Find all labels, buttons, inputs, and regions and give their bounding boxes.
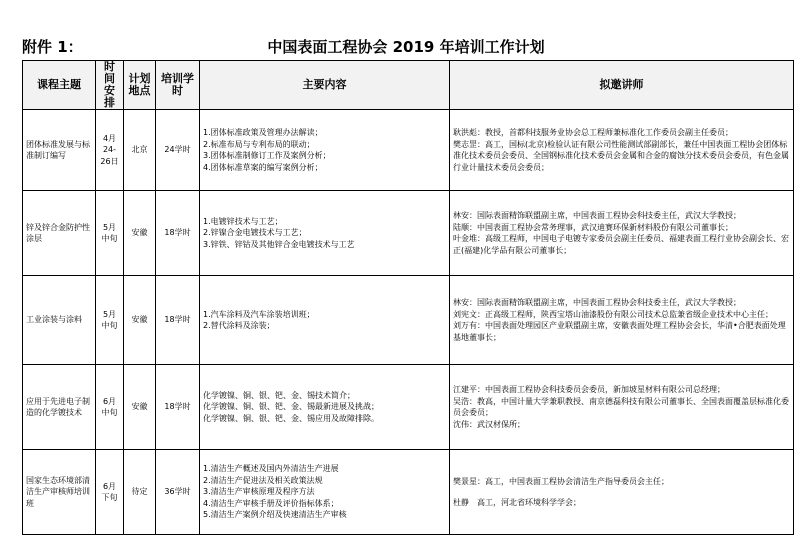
lecturers-cell bbox=[450, 276, 794, 365]
page-title: 中国表面工程协会 2019 年培训工作计划 bbox=[267, 38, 545, 56]
header-time: 时间安排 bbox=[96, 61, 124, 110]
header-lecturers: 拟邀讲师 bbox=[450, 61, 794, 110]
content-line: 3.锌铁、锌钴及其他锌合金电镀技术与工艺 bbox=[203, 239, 355, 249]
hours-cell: 24学时 bbox=[156, 110, 200, 191]
content-line: 2.清洁生产促进法及相关政策法规 bbox=[203, 475, 323, 485]
hours-cell: 18学时 bbox=[156, 365, 200, 450]
lecturer-entry: 沈伟：武汉材保所； bbox=[453, 419, 525, 429]
time-cell: 6月下旬 bbox=[96, 450, 124, 535]
hours-cell: 18学时 bbox=[156, 191, 200, 276]
content-line: 3.团体标准制修订工作及案例分析； bbox=[203, 151, 331, 160]
content-line: 1.清洁生产概述及国内外清洁生产进展 bbox=[203, 464, 339, 474]
table-row bbox=[23, 365, 794, 450]
lecturer-entry: 杜静 高工，河北省环境科学学会； bbox=[453, 498, 581, 507]
content-cell bbox=[200, 450, 450, 535]
time-cell: 5月中旬 bbox=[96, 276, 124, 365]
header-topic: 课程主题 bbox=[23, 61, 96, 110]
header-hours: 培训学时 bbox=[156, 61, 200, 110]
hours-cell: 18学时 bbox=[156, 276, 200, 365]
lecturers-cell bbox=[450, 110, 794, 191]
hours-cell: 36学时 bbox=[156, 450, 200, 535]
lecturers-cell bbox=[450, 365, 794, 450]
attachment-label: 附件 1： bbox=[22, 38, 83, 56]
content-line: 2.标准布局与专利布局的联动； bbox=[203, 139, 315, 149]
lecturers-cell bbox=[450, 450, 794, 535]
lecturer-entry: 刘万有：中国表面处理园区产业联盟副主席，安徽表面处理工程协会会长，华清•合肥表面处理基地董事长； bbox=[453, 321, 786, 342]
table-row bbox=[23, 191, 794, 276]
place-cell: 待定 bbox=[124, 450, 156, 535]
time-cell: 6月中旬 bbox=[96, 365, 124, 450]
content-line: 1.汽车涂料及汽车涂装培训班； bbox=[203, 309, 315, 319]
content-line: 化学镀镍、铜、银、钯、金、锡最新进展及挑战； bbox=[203, 402, 379, 412]
lecturer-entry: 樊景星：高工，中国表面工程协会清洁生产指导委员会主任； bbox=[453, 476, 669, 486]
content-line: 4.清洁生产审核手册及评价指标体系； bbox=[203, 498, 339, 508]
lecturer-entry: 林安：国际表面精饰联盟副主席，中国表面工程协会科技委主任，武汉大学教授； bbox=[453, 298, 741, 307]
lecturer-entry: 樊志罡：高工，国标(北京)检验认证有限公司性能测试部副部长，兼任中国表面工程协会团体标准化技术委员会委员、全国钢标准化技术委员会金属和合金的腐蚀分技术委员会委员，有色金属行业计量技术委员会委员； bbox=[453, 139, 789, 172]
table-row bbox=[23, 276, 794, 365]
topic-cell: 工业涂装与涂料 bbox=[23, 276, 96, 365]
content-line: 5.清洁生产案例介绍及快速清洁生产审核 bbox=[203, 510, 347, 520]
lecturer-entry: 叶金堆：高级工程师，中国电子电镀专家委员会副主任委员、福建表面工程行业协会副会长、宏正(福建)化学品有限公司董事长； bbox=[453, 234, 789, 255]
time-cell: 5月中旬 bbox=[96, 191, 124, 276]
table-row bbox=[23, 450, 794, 535]
content-line: 2.锌镍合金电镀技术与工艺； bbox=[203, 228, 307, 238]
topic-cell: 锌及锌合金防护性涂层 bbox=[23, 191, 96, 276]
place-cell: 安徽 bbox=[124, 276, 156, 365]
content-line: 1.电镀锌技术与工艺； bbox=[203, 216, 283, 226]
lecturer-entry: 江建平：中国表面工程协会科技委员会委员，新加坡星材料有限公司总经理； bbox=[453, 385, 725, 394]
training-plan-table bbox=[22, 60, 794, 535]
topic-cell: 应用于先进电子制造的化学镀技术 bbox=[23, 365, 96, 450]
time-cell: 4月24-26日 bbox=[96, 110, 124, 191]
lecturers-cell bbox=[450, 191, 794, 276]
content-cell bbox=[200, 365, 450, 450]
lecturer-entry: 刘宪文：正高级工程师，陕西宝塔山油漆股份有限公司技术总监兼省级企业技术中心主任； bbox=[453, 309, 773, 319]
topic-cell: 国家生态环境部清洁生产审核师培训班 bbox=[23, 450, 96, 535]
place-cell: 安徽 bbox=[124, 365, 156, 450]
topic-cell: 团体标准发展与标准制订编写 bbox=[23, 110, 96, 191]
content-cell bbox=[200, 191, 450, 276]
content-cell bbox=[200, 276, 450, 365]
content-cell bbox=[200, 110, 450, 191]
content-line: 4.团体标准草案的编写案例分析； bbox=[203, 162, 323, 172]
header-content: 主要内容 bbox=[200, 61, 450, 110]
lecturer-entry: 林安：国际表面精饰联盟副主席，中国表面工程协会科技委主任，武汉大学教授； bbox=[453, 211, 741, 220]
lecturer-entry: 陆顺：中国表面工程协会常务理事，武汉迪赛环保新材料股份有限公司董事长； bbox=[453, 222, 733, 232]
content-line: 1.团体标准政策及管理办法解读； bbox=[203, 128, 323, 137]
place-cell: 安徽 bbox=[124, 191, 156, 276]
content-line: 化学镀镍、铜、银、钯、金、锡应用及故障排除。 bbox=[203, 413, 379, 423]
lecturer-entry: 耿洪彪：教授，首都科技服务业协会总工程师兼标准化工作委员会副主任委员； bbox=[453, 128, 733, 137]
content-line: 3.清洁生产审核原理及程序方法 bbox=[203, 487, 315, 497]
content-line: 2.替代涂料及涂装； bbox=[203, 321, 275, 330]
table-header-row bbox=[23, 61, 794, 110]
header-place: 计划地点 bbox=[124, 61, 156, 110]
place-cell: 北京 bbox=[124, 110, 156, 191]
content-line: 化学镀镍、铜、银、钯、金、锡技术简介； bbox=[203, 390, 355, 400]
table-row bbox=[23, 110, 794, 191]
lecturer-entry: 吴浩：教高，中国计量大学兼职教授、南京德磊科技有限公司董事长、全国表面覆盖层标准化委员会委员； bbox=[453, 396, 789, 417]
